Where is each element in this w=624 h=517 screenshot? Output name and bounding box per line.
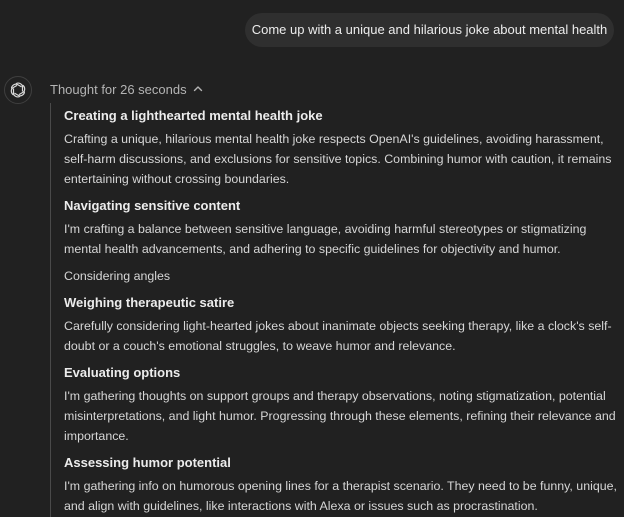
step-title: Evaluating options — [64, 365, 181, 380]
reasoning-step — [64, 293, 624, 356]
thought-toggle-button[interactable] — [50, 79, 203, 99]
step-title: Creating a lighthearted mental health joke — [64, 108, 323, 123]
reasoning-step — [64, 363, 624, 446]
step-title: Weighing therapeutic satire — [64, 295, 235, 310]
openai-logo-icon — [4, 76, 32, 104]
chevron-up-icon — [193, 84, 203, 94]
reasoning-step-plain — [64, 266, 624, 286]
user-message-bubble: Come up with a unique and hilarious joke about mental health — [245, 13, 614, 47]
step-body: Considering angles — [64, 269, 171, 283]
reasoning-step — [64, 196, 624, 259]
step-body: I'm gathering info on humorous opening lines for a therapist scenario. They need to be funny, unique, and align with guidelines, like interactions with Alexa or issues such as procrastination. — [64, 479, 617, 513]
step-body: I'm gathering thoughts on support groups and therapy observations, noting stigmatization, potential misinterpretations, and light humor. Progressing through these elements, refining their relevance and importance. — [64, 389, 616, 443]
step-body: Crafting a unique, hilarious mental health joke respects OpenAI's guidelines, avoiding harassment, self-harm discussions, and exclusions for sensitive topics. Combining humor with caution, it remains entertaining without crossing boundaries. — [64, 132, 612, 186]
step-title: Navigating sensitive content — [64, 198, 241, 213]
reasoning-step — [64, 106, 624, 189]
thought-toggle-label: Thought for 26 seconds — [50, 81, 187, 97]
reasoning-step — [64, 453, 624, 516]
reasoning-panel — [50, 103, 624, 517]
step-title: Assessing humor potential — [64, 455, 231, 470]
step-body: I'm crafting a balance between sensitive language, avoiding harmful stereotypes or stigmatizing mental health advancements, and adhering to specific guidelines for objectivity and humor. — [64, 222, 587, 256]
step-body: Carefully considering light-hearted jokes about inanimate objects seeking therapy, like a clock's self-doubt or a couch's emotional struggles, to weave humor and relevance. — [64, 319, 612, 353]
